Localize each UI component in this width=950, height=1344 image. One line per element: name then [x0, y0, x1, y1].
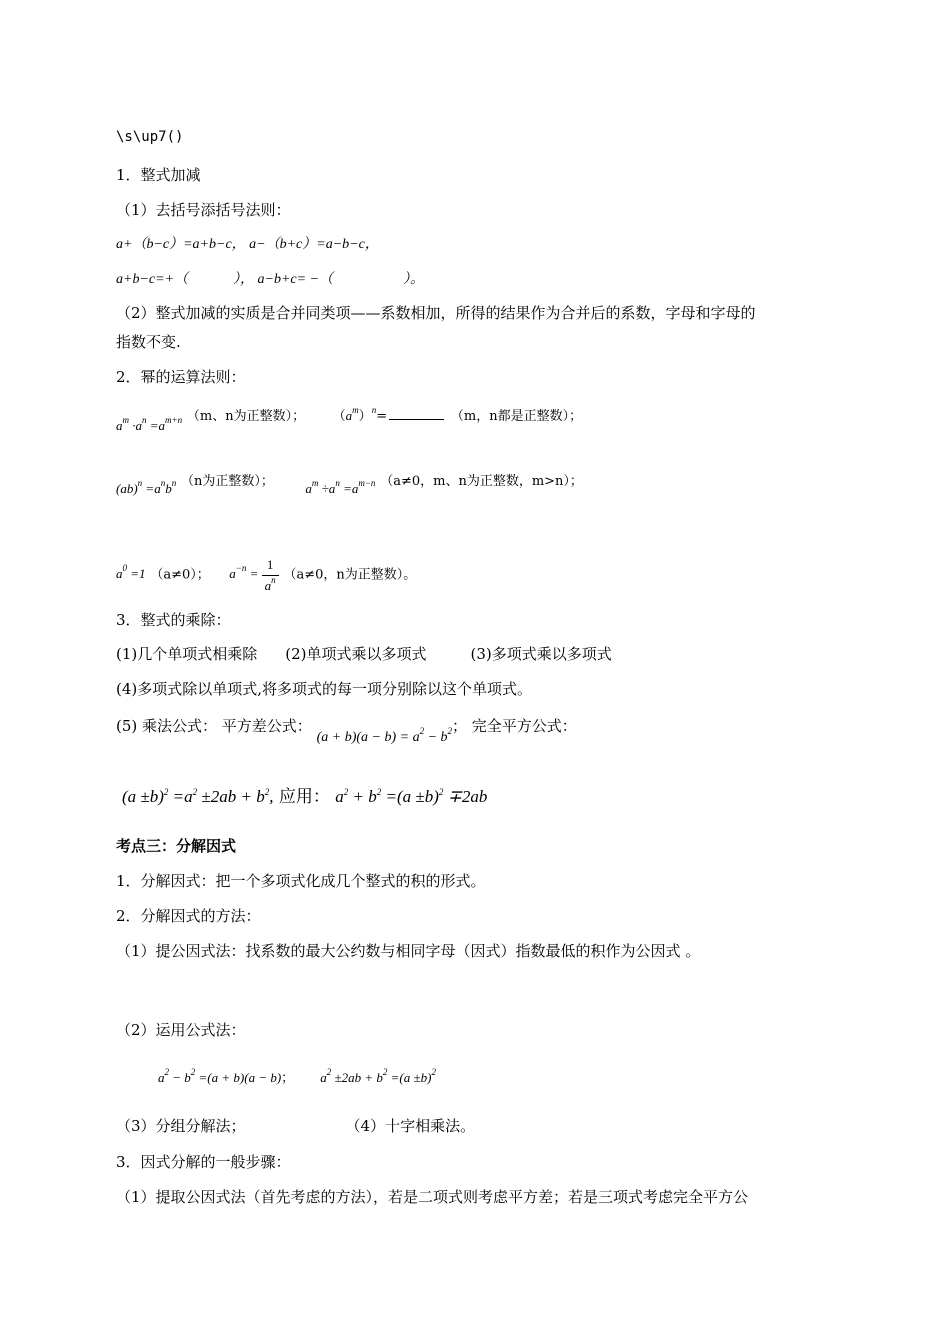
section-title-3: 3．整式的乘除：	[116, 611, 231, 629]
section-title-1: 1．整式加减	[116, 166, 201, 184]
perfect-square-expression: $(a \pm b)^2 =a^2 \pm 2ab + b^2$,	[122, 787, 274, 806]
product-power-condition: （m、n为正整数）；	[186, 409, 306, 424]
factorization-formulas: $a^2 - b^2 =(a + b)(a - b)$； $a^2 \pm 2ab + b^2 =(a \pm b)^2$	[158, 1067, 436, 1085]
common-factor-method: （1）提公因式法：找系数的最大公约数与相同字母（因式）指数最低的积作为公因式 。	[116, 942, 701, 960]
general-step-1: （1）提取公因式法（首先考虑的方法），若是二项式则考虑平方差；若是三项式考虑完全平方公	[116, 1188, 749, 1206]
negative-exponent-condition: （a≠0，n为正整数）。	[283, 567, 417, 583]
bracket-formula-2	[116, 270, 424, 290]
product-power-formula: $a^m \cdot a^n =a^{m+n}$	[116, 415, 183, 433]
section-title-2: 2．幂的运算法则：	[116, 368, 246, 386]
perfect-square-formula	[122, 787, 487, 807]
product-to-power-condition: （n为正整数）；	[180, 474, 274, 489]
merge-rule-line-1: （2）整式加减的实质是合并同类项——系数相加，所得的结果作为合并后的系数，字母和字母的	[116, 304, 756, 322]
type-2: (2)单项式乘以多项式	[285, 645, 427, 663]
formula-label-a: (5) 乘法公式： 平方差公式：	[116, 717, 312, 735]
merge-rule-line-2: 指数不变.	[116, 333, 181, 351]
power-of-power-formula: $(a^m)^n=$	[333, 409, 446, 424]
bracket-formula-1: a+（b−c）=a+b−c， a−（b+c）=a−b−c，	[116, 237, 379, 252]
negative-exponent-formula: $a^{-n}$ = $\frac{1}{a^n}$	[229, 566, 278, 581]
field-code: \s\up7()	[116, 129, 184, 145]
formula-2-part-c: ）。	[403, 272, 425, 287]
formula-2-part-b: ）， a−b+c= −（	[233, 272, 334, 287]
division-rule: (4)多项式除以单项式,将多项式的每一项分别除以这个单项式。	[116, 680, 533, 698]
multiplication-formulas	[116, 716, 577, 745]
general-steps-title: 3．因式分解的一般步骤：	[116, 1153, 291, 1171]
power-of-power-condition: （m，n都是正整数）；	[450, 409, 583, 424]
power-rule-row-1	[116, 405, 583, 433]
power-rule-row-2	[116, 470, 583, 496]
zero-exponent-condition: （a≠0）；	[150, 567, 210, 583]
other-methods	[116, 1116, 475, 1136]
grouping-method: （3）分组分解法；	[116, 1117, 246, 1135]
factorization-heading: 考点三：分解因式	[116, 837, 237, 855]
formula-2-part-a: a+b−c=+（	[116, 272, 189, 287]
quotient-power-formula: $a^m \div a^n =a^{m-n}$	[305, 478, 376, 496]
type-3: (3)多项式乘以多项式	[470, 645, 612, 663]
zero-exponent-formula: $a^0 =1$	[116, 563, 146, 582]
product-to-power-formula: $(ab)^n =a^nb^n$	[116, 478, 177, 496]
factorization-definition: 1．分解因式：把一个多项式化成几个整式的积的形式。	[116, 872, 486, 890]
formula-label-b: ； 完全平方公式：	[452, 717, 577, 735]
apply-expression: $a^2 + b^2 =(a \pm b)^2 \mp 2ab$	[335, 787, 488, 806]
factorization-methods-title: 2．分解因式的方法：	[116, 907, 261, 925]
power-rule-row-3	[116, 555, 416, 596]
formula-method-title: （2）运用公式法：	[116, 1021, 246, 1039]
type-1: (1)几个单项式相乘除	[116, 645, 258, 663]
apply-label: 应用：	[278, 787, 330, 807]
cross-method: （4）十字相乘法。	[345, 1117, 476, 1135]
difference-of-squares-formula: $(a + b)(a - b) = a^2 - b^2$	[316, 726, 453, 745]
quotient-power-condition: （a≠0，m、n为正整数，m>n）；	[380, 474, 583, 489]
bracket-rule-heading: （1）去括号添括号法则：	[116, 201, 291, 219]
multiplication-types	[116, 644, 612, 664]
